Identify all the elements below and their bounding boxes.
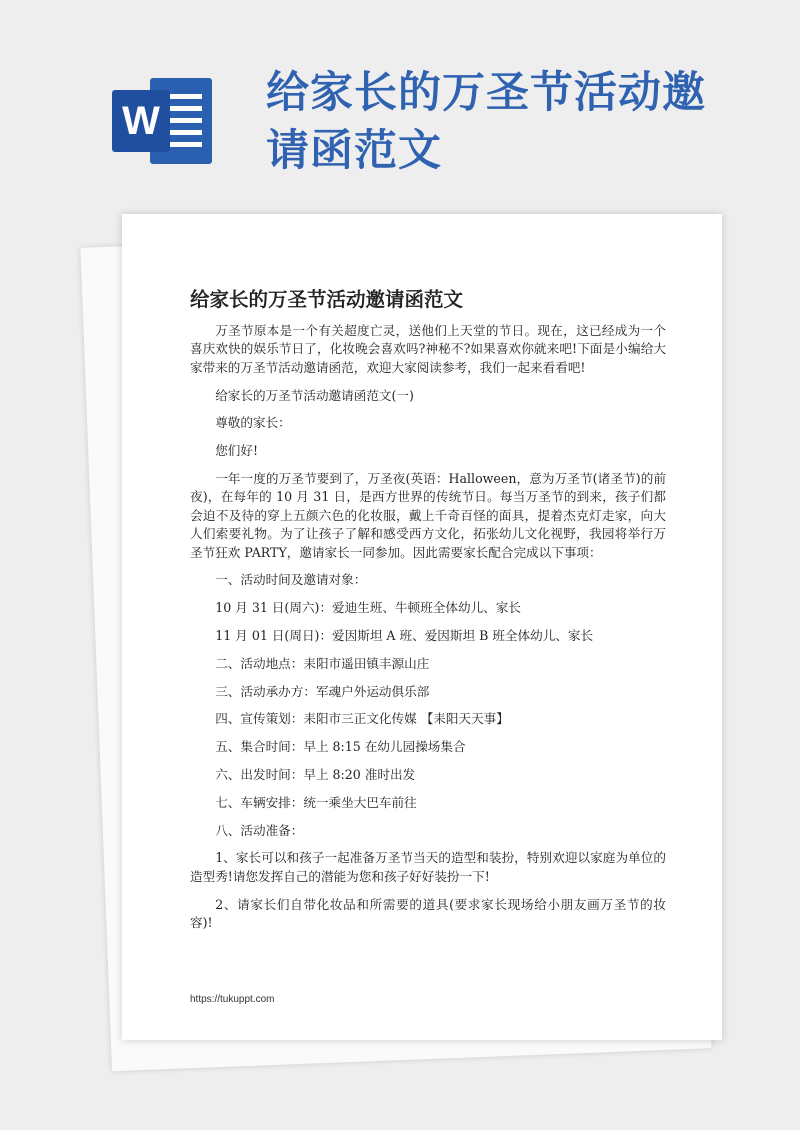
document-body bbox=[190, 322, 666, 942]
paragraph: 11 月 01 日(周日)：爱因斯坦 A 班、爱因斯坦 B 班全体幼儿、家长 bbox=[215, 628, 594, 644]
paragraph: 三、活动承办方：军魂户外运动俱乐部 bbox=[215, 683, 430, 699]
header bbox=[0, 0, 800, 200]
word-badge: W bbox=[112, 90, 170, 152]
paragraph: 万圣节原本是一个有关超度亡灵，送他们上天堂的节日。现在，这已经成为一个喜庆欢快的娱乐节日了，化妆晚会喜欢吗?神秘不?如果喜欢你就来吧!下面是小编给大家带来的万圣节活动邀请函范，欢迎大家阅读参考，我们一起来看看吧! bbox=[190, 323, 666, 375]
page-title: 给家长的万圣节活动邀请函范文 bbox=[266, 68, 706, 176]
paragraph: 二、活动地点：耒阳市遥田镇丰源山庄 bbox=[215, 655, 430, 671]
paragraph: 1、家长可以和孩子一起准备万圣节当天的造型和装扮，特别欢迎以家庭为单位的造型秀!请您发挥自己的潜能为您和孩子好好装扮一下! bbox=[190, 850, 666, 884]
word-document-icon bbox=[112, 72, 214, 170]
paragraph: 尊敬的家长： bbox=[215, 415, 291, 431]
paragraph: 一年一度的万圣节要到了，万圣夜(英语：Halloween，意为万圣节(诸圣节)的前夜)，在每年的 10 月 31 日，是西方世界的传统节日。每当万圣节的到来，孩子们都会迫不及待的穿上五颜六色的化妆服，戴上千奇百怪的面具，提着杰克灯走家，向大人们索要礼物。为了让孩子了解和感受西方文化，拓张幼儿文化视野，我园将举行万圣节狂欢 PARTY，邀请家长一同参加。因此需要家长配合完成以下事项： bbox=[190, 471, 666, 560]
paragraph: 四、宣传策划：耒阳市三正文化传媒 【耒阳天天事】 bbox=[215, 711, 509, 727]
footer-url: https://tukuppt.com bbox=[190, 994, 275, 1005]
paragraph: 八、活动准备： bbox=[215, 822, 304, 838]
paragraph: 2、请家长们自带化妆品和所需要的道具(要求家长现场给小朋友画万圣节的妆容)! bbox=[190, 896, 666, 930]
document-page bbox=[122, 214, 722, 1040]
paragraph: 您们好! bbox=[215, 443, 259, 459]
paragraph: 六、出发时间：早上 8:20 准时出发 bbox=[215, 767, 416, 782]
paragraph: 一、活动时间及邀请对象： bbox=[215, 572, 367, 588]
paragraph: 七、车辆安排：统一乘坐大巴车前往 bbox=[215, 794, 417, 810]
paragraph: 10 月 31 日(周六)：爱迪生班、牛顿班全体幼儿、家长 bbox=[215, 600, 521, 616]
document-title: 给家长的万圣节活动邀请函范文 bbox=[190, 288, 464, 311]
paragraph: 五、集合时间：早上 8:15 在幼儿园操场集合 bbox=[215, 739, 466, 755]
paragraph: 给家长的万圣节活动邀请函范文(一) bbox=[215, 387, 414, 403]
